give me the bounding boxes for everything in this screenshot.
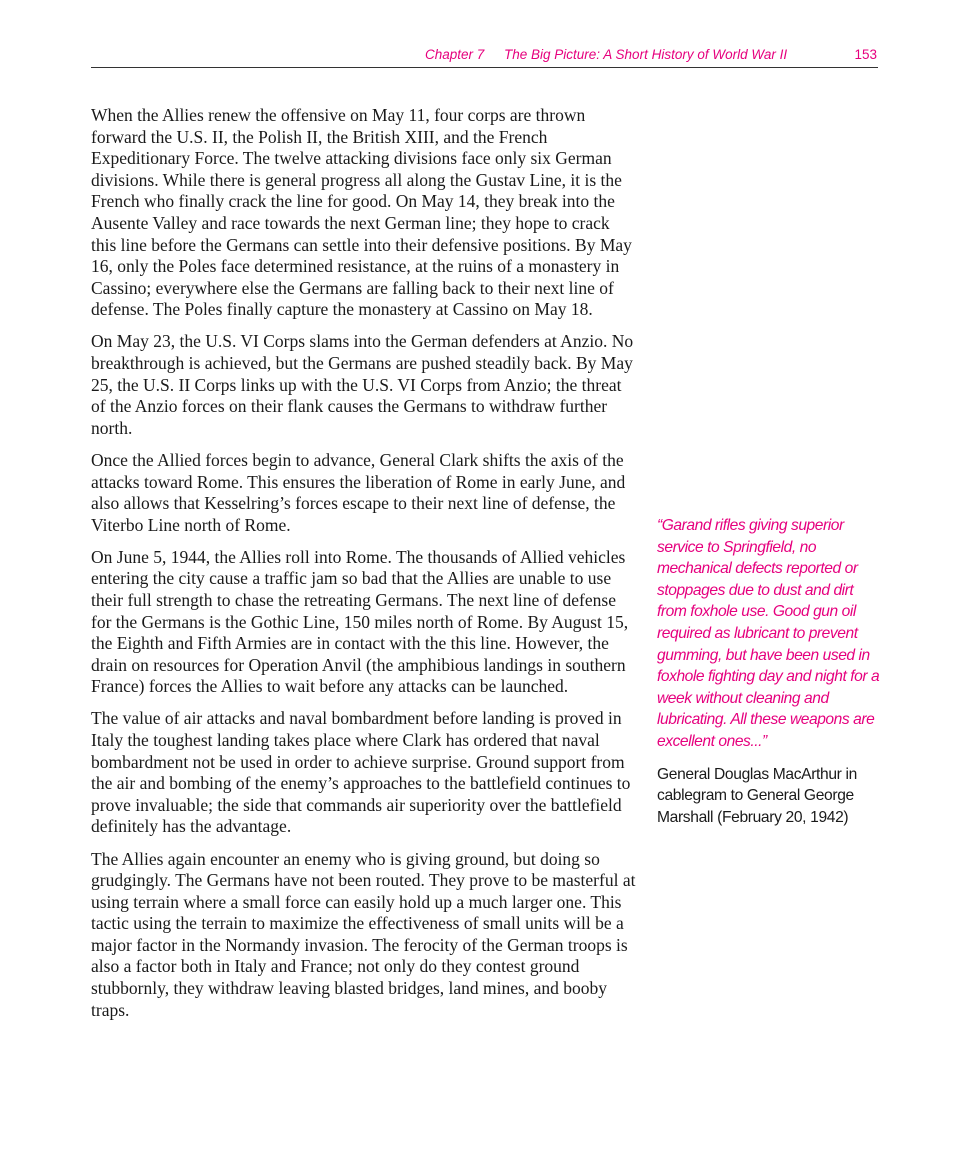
header-book-title: The Big Picture: A Short History of World War II [504, 47, 788, 62]
header-page-number: 153 [854, 47, 877, 62]
body-paragraph: On May 23, the U.S. VI Corps slams into the German defenders at Anzio. No breakthrough is achieved, but the Germans are pushed steadily back. By May 25, the U.S. II Corps links up with the U.S. VI Corps from Anzio; the threat of the Anzio forces on their flank causes the Germans to withdraw further north. [91, 331, 634, 438]
sidebar-quote: “Garand rifles giving superior service to Springfield, no mechanical defects reported or stoppages due to dust and dirt from foxhole use. Good gun oil required as lubricant to prevent gumming, but have been used in foxhole fighting day and night for a week without cleaning and lubricating. All these weapons are excellent ones...” [657, 517, 880, 750]
sidebar-quote-box [657, 515, 885, 828]
sidebar-attribution: General Douglas MacArthur in cablegram to General George Marshall (February 20, 1942) [657, 765, 857, 826]
main-text-column [91, 105, 639, 1032]
body-paragraph: The value of air attacks and naval bombardment before landing is proved in Italy the toughest landing takes place where Clark has ordered that naval bombardment not be used in order to achieve surprise. Ground support from the air and bombing of the enemy’s approaches to the battlefield continues to prove invaluable; the side that commands air superiority over the battlefield definitely has the advantage. [91, 708, 631, 837]
body-paragraph: Once the Allied forces begin to advance, General Clark shifts the axis of the attacks toward Rome. This ensures the liberation of Rome in early June, and also allows that Kesselring’s forces escape to their next line of defense, the Viterbo Line north of Rome. [91, 449, 626, 535]
body-paragraph: When the Allies renew the offensive on May 11, four corps are thrown forward the U.S. II, the Polish II, the British XIII, and the French Expeditionary Force. The twelve attacking divisions face only six German divisions. While there is general progress all along the Gustav Line, it is the French who finally crack the line for good. On May 14, they break into the Ausente Valley and race towards the next German line; they hope to crack this line before the Germans can settle into their defensive positions. By May 16, only the Poles face determined resistance, at the ruins of a monastery in Cassino; everywhere else the Germans are falling back to their next line of defense. The Poles finally capture the monastery at Cassino on May 18. [91, 105, 632, 320]
page-header [91, 44, 878, 68]
body-paragraph: On June 5, 1944, the Allies roll into Rome. The thousands of Allied vehicles entering the city cause a traffic jam so bad that the Allies are unable to use their full strength to chase the retreating Germans. The next line of defense for the Germans is the Gothic Line, 150 miles north of Rome. By August 15, the Eighth and Fifth Armies are in contact with the this line. However, the drain on resources for Operation Anvil (the amphibious landings in southern France) forces the Allies to wait before any attacks can be launched. [91, 546, 629, 697]
header-chapter: Chapter 7 [425, 47, 485, 62]
body-paragraph: The Allies again encounter an enemy who is giving ground, but doing so grudgingly. The Germans have not been routed. They prove to be masterful at using terrain where a small force can easily hold up a much larger one. This tactic using the terrain to maximize the effectiveness of small units will be a major factor in the Normandy invasion. The ferocity of the German troops is also a factor both in Italy and France; not only do they contest ground stubbornly, they withdraw leaving blasted bridges, land mines, and booby traps. [91, 848, 636, 1020]
